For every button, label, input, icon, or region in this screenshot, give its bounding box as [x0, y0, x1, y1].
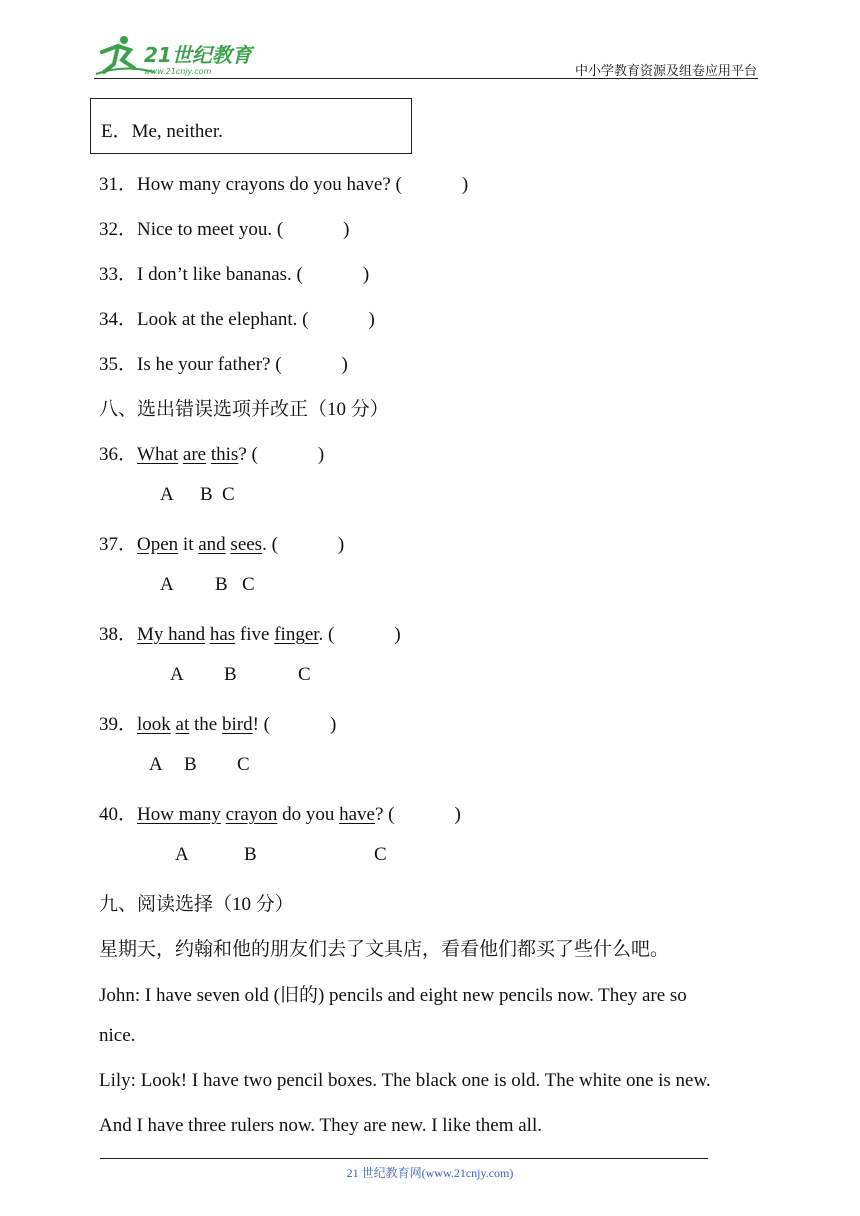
q40-letter-a: A [175, 844, 189, 865]
q40-letter-c: C [374, 844, 387, 865]
q38-letter-a: A [170, 664, 184, 685]
reading-intro: 星期天，约翰和他的朋友们去了文具店，看看他们都买了些什么吧。 [99, 939, 670, 960]
q39-letter-a: A [149, 754, 163, 775]
question-32: 32．Nice to meet you. ( ) [99, 219, 350, 240]
footer-divider [100, 1158, 708, 1159]
header-divider [94, 78, 758, 79]
footer-text: 21 世纪教育网(www.21cnjy.com) [346, 1166, 514, 1180]
section-8-title: 八、选出错误选项并改正（10 分） [99, 399, 389, 420]
question-34: 34．Look at the elephant. ( ) [99, 309, 375, 330]
question-36: 36．What are this? ( ) [99, 444, 325, 465]
option-e-box [90, 98, 412, 154]
q37-letter-c: C [242, 574, 255, 595]
question-31: 31．How many crayons do you have? ( ) [99, 174, 469, 195]
reading-john-line-1: John: I have seven old (旧的) pencils and eight new pencils now. They are so [99, 985, 687, 1006]
q39-letter-c: C [237, 754, 250, 775]
question-37: 37．Open it and sees. ( ) [99, 534, 345, 555]
q36-letter-c: C [222, 484, 235, 505]
logo-text: 21世纪教育 [144, 43, 252, 67]
q37-letter-a: A [160, 574, 174, 595]
q39-letter-b: B [184, 754, 197, 775]
section-9-title: 九、阅读选择（10 分） [99, 894, 294, 915]
question-39: 39．look at the bird! ( ) [99, 714, 337, 735]
q38-letter-c: C [298, 664, 311, 685]
q40-letter-b: B [244, 844, 257, 865]
reading-lily-line-1: Lily: Look! I have two pencil boxes. The black one is old. The white one is new. [99, 1070, 711, 1091]
reading-lily-line-2: And I have three rulers now. They are new. I like them all. [99, 1115, 542, 1136]
reading-john-line-2: nice. [99, 1025, 136, 1046]
platform-name: 中小学教育资源及组卷应用平台 [574, 64, 757, 79]
question-40: 40．How many crayon do you have? ( ) [99, 804, 461, 825]
question-38: 38．My hand has five finger. ( ) [99, 624, 401, 645]
question-33: 33．I don’t like bananas. ( ) [99, 264, 370, 285]
option-e-text: E．Me, neither. [101, 121, 223, 142]
logo-url: www.21cnjy.com [144, 67, 212, 76]
question-35: 35．Is he your father? ( ) [99, 354, 348, 375]
q38-letter-b: B [224, 664, 237, 685]
q36-letter-a: A [160, 484, 174, 505]
q36-letter-b: B [200, 484, 213, 505]
site-logo [94, 34, 264, 78]
q37-letter-b: B [215, 574, 228, 595]
